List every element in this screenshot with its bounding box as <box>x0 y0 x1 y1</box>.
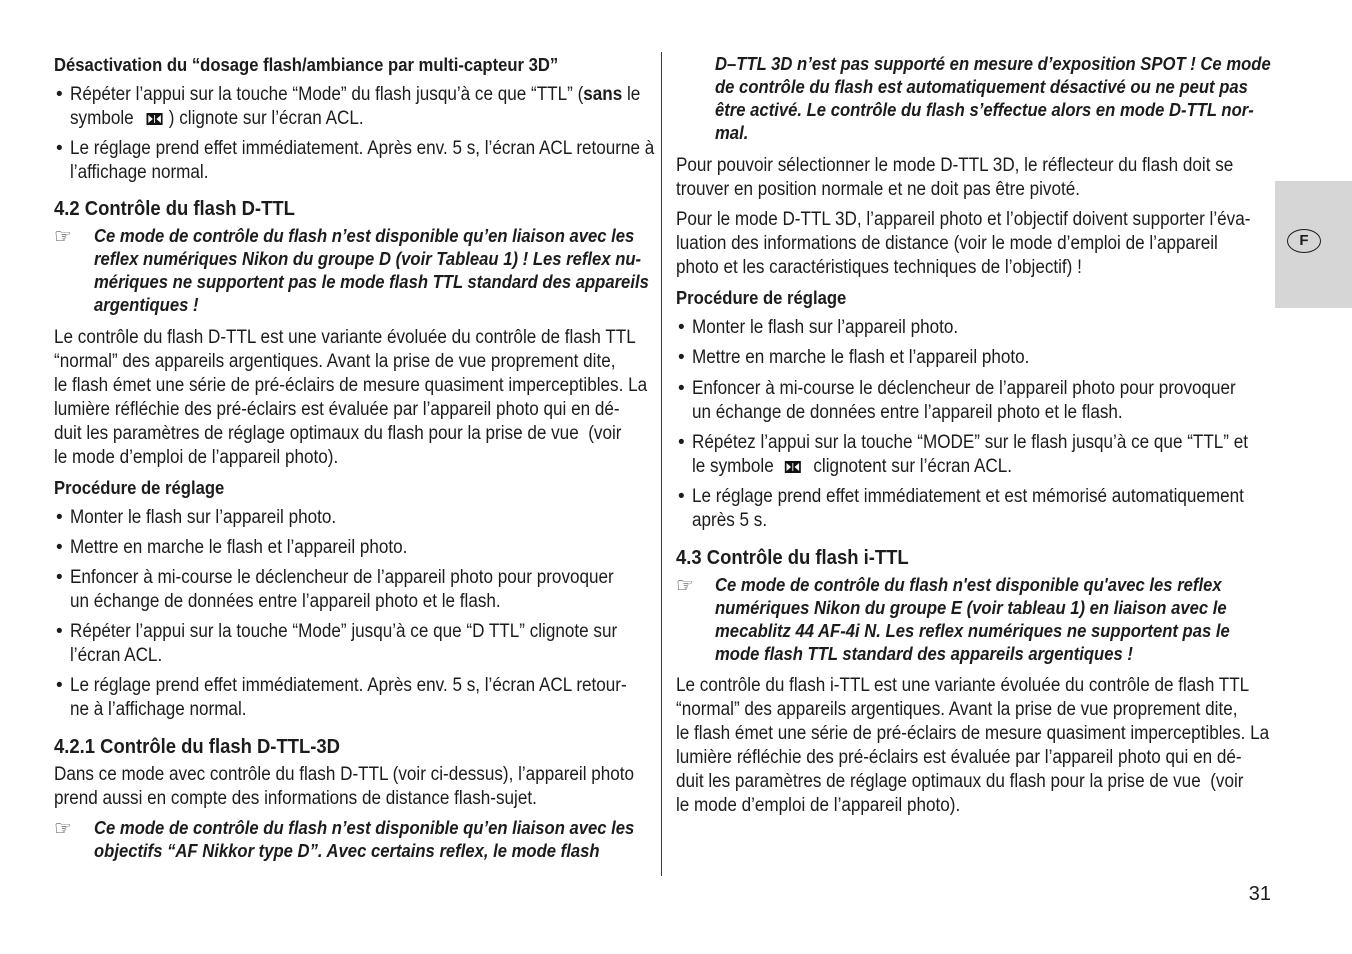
step-item <box>54 83 650 131</box>
step-line: • Répéter l’appui sur la touche “Mode” jusqu’à ce que “D TTL” clignote sur <box>70 621 618 642</box>
note-block <box>94 224 650 316</box>
section-heading <box>54 196 650 222</box>
step-item <box>54 620 650 668</box>
note-line: Ce mode de contrôle du flash n’est disponible qu’en liaison avec les <box>94 225 635 246</box>
step-line: • Le réglage prend effet immédiatement. Après env. 5 s, l’écran ACL retourne à <box>70 138 655 159</box>
note-line: reflex numériques Nikon du groupe D (voir Tableau 1) ! Les reflex nu- <box>94 248 642 269</box>
step-line: • Enfoncer à mi-course le déclencheur de l’appareil photo pour provoquer <box>70 567 614 588</box>
emphasis-text: sans <box>583 84 623 105</box>
body-paragraph <box>676 208 1272 280</box>
body-line: duit les paramètres de réglage optimaux du flash pour la prise de vue (voir <box>54 423 622 444</box>
note-line: mériques ne supportent pas le mode flash TTL standard des appareils <box>94 271 649 292</box>
step-line: • Le réglage prend effet immédiatement. Après env. 5 s, l’écran ACL retour- <box>70 675 627 696</box>
note-line: mode flash TTL standard des appareils argentiques ! <box>715 643 1133 664</box>
step-item <box>54 566 650 614</box>
body-line: prend aussi en compte des informations de distance flash-sujet. <box>54 788 537 809</box>
step-text: clignotent sur l’écran ACL. <box>813 456 1013 477</box>
body-paragraph <box>676 154 1272 202</box>
body-line: duit les paramètres de réglage optimaux du flash pour la prise de vue (voir <box>676 771 1244 792</box>
heading-text: 4.2.1 Contrôle du flash D-TTL-3D <box>54 735 341 758</box>
body-line: Pour le mode D-TTL 3D, l’appareil photo et l’objectif doivent supporter l’éva- <box>676 209 1251 230</box>
right-column <box>676 0 1272 900</box>
note-block <box>715 573 1272 665</box>
step-line: ne à l’affichage normal. <box>70 699 247 720</box>
step-item <box>54 674 650 722</box>
note-line: de contrôle du flash est automatiquement désactivé ou ne peut pas <box>715 76 1248 97</box>
step-item <box>54 506 650 530</box>
step-line: • Enfoncer à mi-course le déclencheur de l’appareil photo pour provoquer <box>692 378 1236 399</box>
body-line: Dans ce mode avec contrôle du flash D-TTL (voir ci-dessus), l’appareil photo <box>54 764 635 785</box>
step-item <box>676 431 1272 479</box>
step-item <box>676 346 1272 370</box>
note-line: D–TTL 3D n’est pas supporté en mesure d’exposition SPOT ! Ce mode <box>715 53 1271 74</box>
body-line: photo et les caractéristiques techniques de l’objectif) ! <box>676 257 1082 278</box>
note-line: numériques Nikon du groupe E (voir tableau 1) en liaison avec le <box>715 597 1227 618</box>
body-line: “normal” des appareils argentiques. Avant la prise de vue proprement dite, <box>54 351 616 372</box>
body-line: le mode d’emploi de l’appareil photo). <box>54 447 339 468</box>
body-line: le flash émet une série de pré-éclairs de mesure quasiment imperceptibles. La <box>676 723 1270 744</box>
body-line: Le contrôle du flash i-TTL est une variante évoluée du contrôle de flash TTL <box>676 675 1250 696</box>
step-line <box>70 107 364 131</box>
step-item <box>54 137 655 185</box>
body-line: le mode d’emploi de l’appareil photo). <box>676 795 961 816</box>
body-line: lumière réfléchie des pré-éclairs est évaluée par l’appareil photo qui en dé- <box>54 399 620 420</box>
note-block <box>94 816 650 862</box>
note-block <box>715 52 1272 144</box>
body-line: luation des informations de distance (voir le mode d’emploi de l’appareil <box>676 233 1218 254</box>
flash-symbol-icon <box>785 461 801 473</box>
note-line: Ce mode de contrôle du flash n'est disponible qu'avec les reflex <box>715 574 1222 595</box>
step-item <box>676 377 1272 425</box>
body-paragraph <box>54 326 650 470</box>
pointing-hand-icon <box>676 573 698 597</box>
note-line: argentiques ! <box>94 294 199 315</box>
step-text: le symbole <box>692 456 774 477</box>
step-item <box>676 485 1272 533</box>
section-heading <box>676 545 1272 571</box>
language-tab-label: F <box>1287 229 1321 253</box>
procedure-heading <box>676 286 1272 310</box>
step-line: un échange de données entre l’appareil photo et le flash. <box>692 402 1123 423</box>
pointing-hand-icon <box>54 224 76 248</box>
step-line: un échange de données entre l’appareil photo et le flash. <box>70 591 501 612</box>
step-line: • Monter le flash sur l’appareil photo. <box>692 317 959 338</box>
body-line: le flash émet une série de pré-éclairs de mesure quasiment imperceptibles. La <box>54 375 648 396</box>
heading-text: 4.3 Contrôle du flash i-TTL <box>676 546 909 569</box>
step-line: • Mettre en marche le flash et l’appareil photo. <box>692 347 1030 368</box>
body-line: Pour pouvoir sélectionner le mode D-TTL 3D, le réflecteur du flash doit se <box>676 155 1234 176</box>
body-line: trouver en position normale et ne doit pas être pivoté. <box>676 179 1080 200</box>
step-line <box>692 455 1012 479</box>
step-line: • Le réglage prend effet immédiatement et est mémorisé automatiquement <box>692 486 1244 507</box>
step-line: l’écran ACL. <box>70 645 163 666</box>
body-paragraph <box>676 674 1272 818</box>
step-text: symbole <box>70 108 134 129</box>
step-line: • Répétez l’appui sur la touche “MODE” sur le flash jusqu’à ce que “TTL” et <box>692 432 1249 453</box>
heading-text: Procédure de réglage <box>54 477 225 498</box>
step-line <box>70 83 640 107</box>
column-divider <box>661 52 662 876</box>
note-line: mal. <box>715 122 749 143</box>
left-column <box>54 0 655 900</box>
procedure-heading <box>54 476 650 500</box>
step-line: • Mettre en marche le flash et l’appareil photo. <box>70 537 408 558</box>
note-line: être activé. Le contrôle du flash s’effectue alors en mode D-TTL nor- <box>715 99 1254 120</box>
heading-text: 4.2 Contrôle du flash D-TTL <box>54 197 295 220</box>
language-tab <box>1275 181 1352 308</box>
body-line: lumière réfléchie des pré-éclairs est évaluée par l’appareil photo qui en dé- <box>676 747 1242 768</box>
pointing-hand-icon <box>54 816 76 840</box>
body-line: Le contrôle du flash D-TTL est une variante évoluée du contrôle de flash TTL <box>54 327 636 348</box>
step-text: le <box>622 84 641 105</box>
step-text: ) clignote sur l’écran ACL. <box>168 108 364 129</box>
step-item <box>54 536 650 560</box>
page-number: 31 <box>1248 883 1271 905</box>
note-line: mecablitz 44 AF-4i N. Les reflex numériques ne supportent pas le <box>715 620 1230 641</box>
heading-text: Désactivation du “dosage flash/ambiance par multi-capteur 3D” <box>54 54 559 75</box>
step-item <box>676 316 1272 340</box>
note-line: objectifs “AF Nikkor type D”. Avec certains reflex, le mode flash <box>94 840 600 861</box>
note-line: Ce mode de contrôle du flash n’est disponible qu’en liaison avec les <box>94 817 635 838</box>
body-paragraph <box>54 763 650 811</box>
step-text: Répéter l’appui sur la touche “Mode” du flash jusqu’à ce que “TTL” ( <box>70 84 584 105</box>
deactivation-heading <box>54 53 650 77</box>
step-line: après 5 s. <box>692 510 768 531</box>
step-line: l’affichage normal. <box>70 162 209 183</box>
body-line: “normal” des appareils argentiques. Avant la prise de vue proprement dite, <box>676 699 1238 720</box>
section-heading <box>54 734 650 760</box>
step-line: • Monter le flash sur l’appareil photo. <box>70 507 337 528</box>
flash-symbol-icon <box>146 113 162 125</box>
heading-text: Procédure de réglage <box>676 287 847 308</box>
